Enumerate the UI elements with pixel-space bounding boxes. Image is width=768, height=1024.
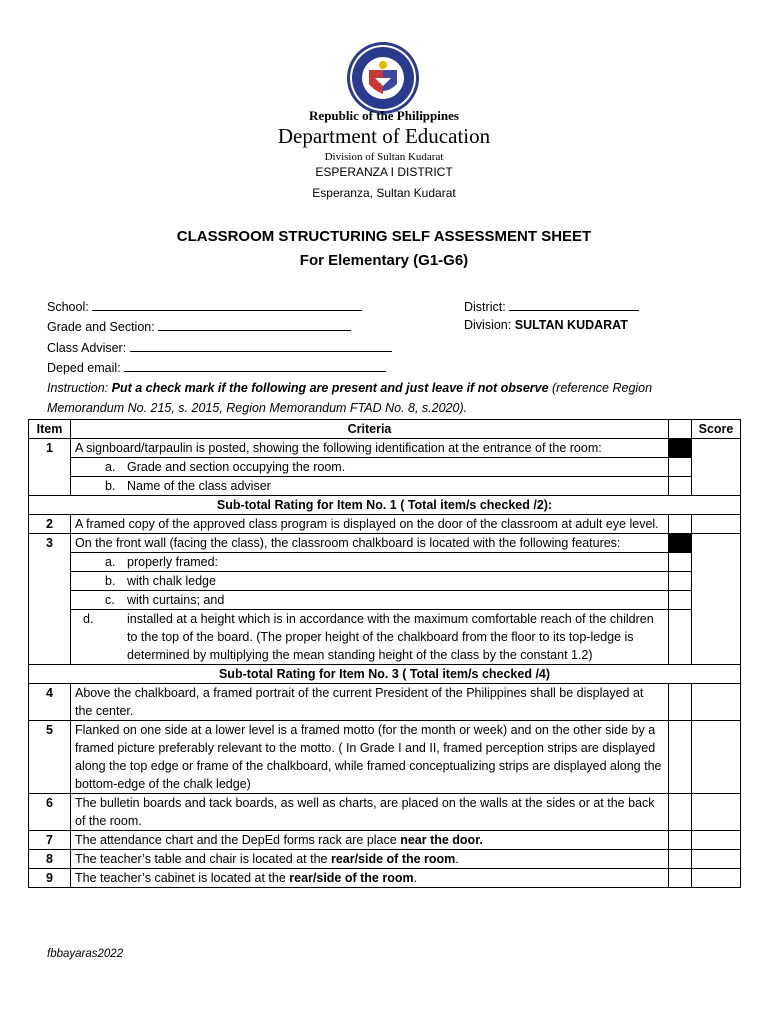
table-row [29, 869, 741, 888]
item-number: 9 [29, 869, 71, 888]
school-input-line[interactable] [92, 298, 362, 311]
instruction-reference: (reference Region Memorandum No. 215, s. 2015, Region Memorandum FTAD No. 8, s.2020). [47, 381, 653, 415]
score-cell[interactable] [692, 869, 741, 888]
score-header: Score [692, 420, 741, 439]
division-field [464, 318, 628, 332]
instruction-bold: Put a check mark if the following are present and just leave if not observe [108, 381, 549, 395]
check-cell[interactable] [669, 684, 692, 721]
address-heading: Esperanza, Sultan Kudarat [312, 186, 456, 200]
criteria-text: The teacher’s table and chair is located at the rear/side of the room. [71, 850, 669, 869]
score-cell[interactable] [692, 831, 741, 850]
class-adviser-field [47, 339, 392, 355]
document-title: CLASSROOM STRUCTURING SELF ASSESSMENT SHEET [176, 228, 592, 245]
criteria-header: Criteria [71, 420, 669, 439]
criteria-text: Above the chalkboard, a framed portrait of the current President of the Philippines shall be displayed at the center. [71, 684, 669, 721]
table-row [29, 439, 741, 458]
deped-email-label: Deped email: [47, 361, 121, 375]
check-cell[interactable] [669, 515, 692, 534]
check-cell[interactable] [669, 721, 692, 794]
check-cell-disabled [669, 439, 692, 458]
division-label: Division: [464, 318, 512, 332]
subtotal-row [29, 665, 741, 684]
class-adviser-input-line[interactable] [130, 339, 392, 352]
criteria-text: The attendance chart and the DepEd forms rack are place near the door. [71, 831, 669, 850]
table-row [29, 572, 741, 591]
item-number: 1 [29, 439, 71, 496]
deped-email-field [47, 359, 386, 375]
item-number: 2 [29, 515, 71, 534]
score-cell[interactable] [692, 439, 741, 496]
table-header-row [29, 420, 741, 439]
class-adviser-label: Class Adviser: [47, 341, 127, 355]
table-row [29, 684, 741, 721]
table-row [29, 610, 741, 665]
document-subtitle: For Elementary (G1-G6) [299, 252, 469, 269]
sub-criteria: c. with curtains; and [71, 591, 669, 610]
school-label: School: [47, 300, 89, 314]
score-cell[interactable] [692, 684, 741, 721]
instruction-label: Instruction: [47, 381, 109, 395]
criteria-text: The bulletin boards and tack boards, as well as charts, are placed on the walls at the sides or at the back of the room. [71, 794, 669, 831]
score-cell[interactable] [692, 850, 741, 869]
table-row [29, 458, 741, 477]
check-cell[interactable] [669, 477, 692, 496]
subtotal-row [29, 496, 741, 515]
check-cell[interactable] [669, 591, 692, 610]
check-cell[interactable] [669, 869, 692, 888]
criteria-text: A signboard/tarpaulin is posted, showing the following identification at the entrance of the room: [71, 439, 669, 458]
table-row [29, 850, 741, 869]
item-number: 6 [29, 794, 71, 831]
check-cell[interactable] [669, 553, 692, 572]
check-cell[interactable] [669, 794, 692, 831]
table-row [29, 553, 741, 572]
item-number: 4 [29, 684, 71, 721]
grade-section-field [47, 318, 351, 334]
department-heading: Department of Education [277, 124, 491, 148]
score-cell[interactable] [692, 721, 741, 794]
criteria-text: A framed copy of the approved class program is displayed on the door of the classroom at adult eye level. [71, 515, 669, 534]
division-value: SULTAN KUDARAT [514, 318, 628, 332]
district-label: District: [464, 300, 506, 314]
sub-criteria: d. installed at a height which is in accordance with the maximum comfortable reach of the children to the top of the board. (The proper height of the chalkboard from the floor to its top-ledge is determined by multiplying the mean standing height of the class by the constant 1.2) [71, 610, 669, 665]
republic-heading: Republic of the Philippines [309, 108, 459, 123]
criteria-text: On the front wall (facing the class), the classroom chalkboard is located with the following features: [71, 534, 669, 553]
table-row [29, 721, 741, 794]
subtotal-item-1: Sub-total Rating for Item No. 1 ( Total item/s checked /2): [29, 496, 741, 515]
grade-section-label: Grade and Section: [47, 320, 155, 334]
table-row [29, 591, 741, 610]
table-row [29, 477, 741, 496]
sub-criteria: b. Name of the class adviser [71, 477, 669, 496]
item-number: 7 [29, 831, 71, 850]
table-row [29, 515, 741, 534]
sub-criteria: a. Grade and section occupying the room. [71, 458, 669, 477]
school-field [47, 298, 362, 314]
grade-section-input-line[interactable] [158, 318, 351, 331]
check-cell[interactable] [669, 458, 692, 477]
deped-seal-logo [345, 40, 421, 116]
item-number: 8 [29, 850, 71, 869]
sub-criteria: b. with chalk ledge [71, 572, 669, 591]
instruction-text [47, 378, 727, 418]
district-input-line[interactable] [509, 298, 639, 311]
score-cell[interactable] [692, 515, 741, 534]
district-field [464, 298, 639, 314]
item-number: 5 [29, 721, 71, 794]
item-header: Item [29, 420, 71, 439]
check-cell[interactable] [669, 572, 692, 591]
check-header [669, 420, 692, 439]
subtotal-item-3: Sub-total Rating for Item No. 3 ( Total item/s checked /4) [29, 665, 741, 684]
district-heading: ESPERANZA I DISTRICT [315, 165, 453, 179]
score-cell[interactable] [692, 794, 741, 831]
footer-credit: fbbayaras2022 [47, 948, 124, 960]
deped-email-input-line[interactable] [124, 359, 386, 372]
criteria-text: Flanked on one side at a lower level is a framed motto (for the month or week) and on the other side by a framed picture preferably relevant to the motto. ( In Grade I and II, framed perception strips are displayed along the top edge or frame of the chalkboard, while framed conceptualizing strips are displayed along the bottom-edge of the chalk ledge) [71, 721, 669, 794]
table-row [29, 831, 741, 850]
item-number: 3 [29, 534, 71, 665]
table-row [29, 534, 741, 553]
criteria-table [28, 419, 741, 888]
check-cell-disabled [669, 534, 692, 553]
division-heading: Division of Sultan Kudarat [324, 151, 444, 163]
check-cell[interactable] [669, 610, 692, 665]
table-row [29, 794, 741, 831]
criteria-text: The teacher’s cabinet is located at the rear/side of the room. [71, 869, 669, 888]
check-cell[interactable] [669, 850, 692, 869]
score-cell[interactable] [692, 534, 741, 665]
sub-criteria: a. properly framed: [71, 553, 669, 572]
check-cell[interactable] [669, 831, 692, 850]
